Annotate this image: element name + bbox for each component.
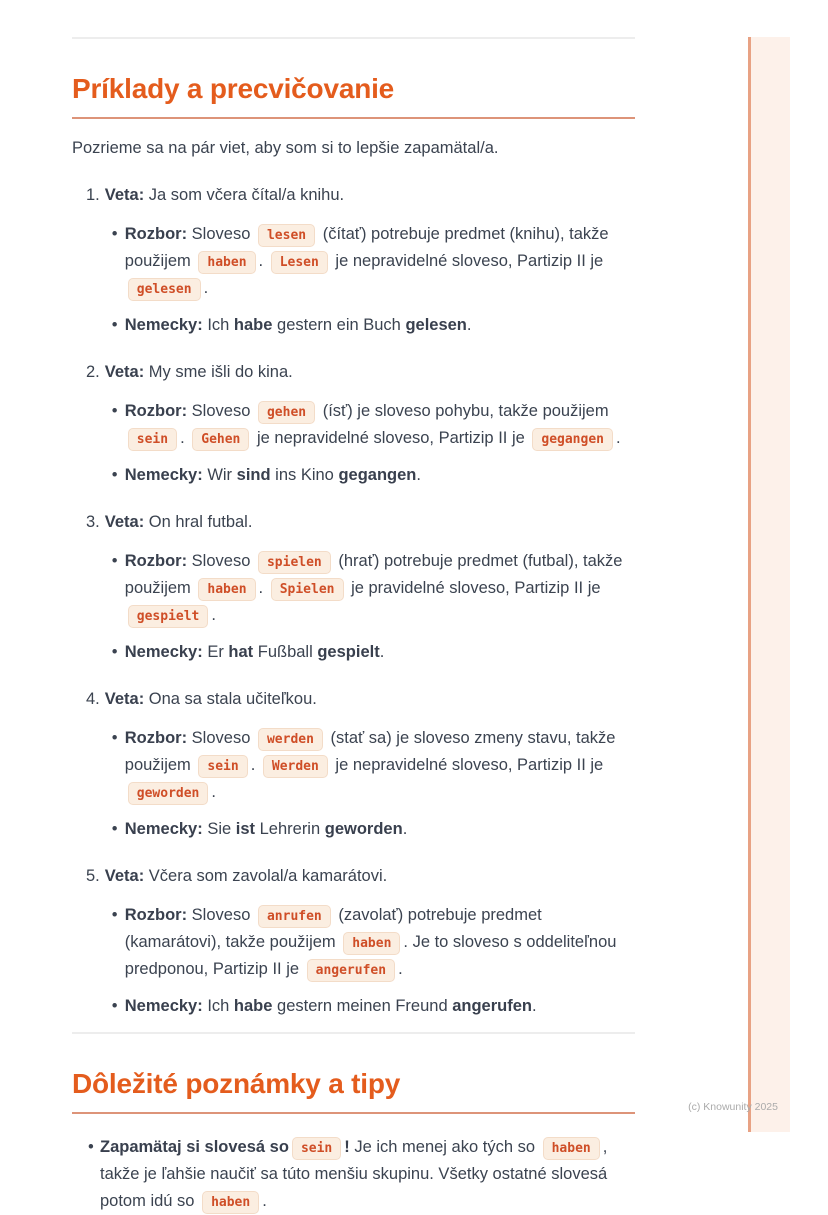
bullet-marker: • [111,997,118,1015]
code-chip: Gehen [192,428,249,451]
bold-text: Veta: [104,690,145,708]
code-chip: angerufen [307,959,395,982]
document-content [72,0,635,1215]
mid-divider [72,1032,635,1034]
example-body [105,359,635,489]
bold-text: gespielt [317,643,380,661]
bullet-text: Rozbor: Sloveso spielen (hrať) potrebuje predmet (futbal), takže použijem haben . Spielen je pravidelné sloveso, Partizip II je gespielt . [125,548,635,629]
bullet-text: Nemecky: Wir sind ins Kino gegangen. [124,466,421,484]
heading-underline [72,1112,635,1114]
heading-underline [72,117,635,119]
sentence-line: Veta: On hral futbal. [104,513,253,531]
code-chip: gehen [258,401,315,424]
example-body [105,686,635,843]
code-chip: haben [343,932,400,955]
bold-text: Rozbor: [124,552,188,570]
code-chip: anrufen [258,905,331,928]
example-sublist [105,725,635,843]
top-divider [72,37,635,39]
bullet-marker: • [111,552,118,570]
bullet-item-rozbor [105,548,635,629]
bullet-marker: • [111,402,118,420]
bullet-marker: • [111,906,118,924]
code-chip: gelesen [128,278,201,301]
sentence-line: Veta: Ja som včera čítal/a knihu. [104,186,345,204]
example-sublist [105,221,635,339]
code-chip: gegangen [532,428,613,451]
page-edge-band [748,37,790,1132]
example-item [86,359,635,489]
example-sublist [105,902,635,1020]
bold-text: gegangen [338,466,417,484]
bold-text: Nemecky: [124,466,203,484]
example-sublist [105,398,635,489]
bold-text: Rozbor: [124,906,188,924]
section-tips-title: Dôležité poznámky a tipy [72,1068,401,1099]
code-chip: lesen [258,224,315,247]
code-chip: sein [198,755,247,778]
code-chip: Lesen [271,251,328,274]
section-examples-title: Príklady a precvičovanie [72,73,395,104]
bold-text: gelesen [405,316,467,334]
example-item [86,509,635,666]
code-chip: geworden [128,782,209,805]
bold-text: geworden [324,820,403,838]
section-tips [72,1068,635,1215]
bold-text: Veta: [104,363,145,381]
bullet-text: Rozbor: Sloveso werden (stať sa) je sloveso zmeny stavu, takže použijem sein . Werden je nepravidelné sloveso, Partizip II je geworden . [125,725,635,806]
bold-text: Zapamätaj si slovesá so [100,1138,289,1156]
bold-text: Veta: [104,513,145,531]
example-sublist [105,548,635,666]
bullet-marker: • [111,316,118,334]
bullet-text: Nemecky: Ich habe gestern meinen Freund angerufen. [124,997,537,1015]
sentence-line: Veta: My sme išli do kina. [104,363,293,381]
example-item [86,686,635,843]
bold-text: Veta: [104,186,145,204]
bullet-item-nemecky [105,312,635,339]
sentence-line: Veta: Včera som zavolal/a kamarátovi. [104,867,388,885]
code-chip: haben [543,1137,600,1160]
code-chip: werden [258,728,323,751]
code-chip: sein [292,1137,341,1160]
bold-text: Rozbor: [124,729,188,747]
bold-text: Nemecky: [124,316,203,334]
bold-text: ist [235,820,256,838]
bold-text: Nemecky: [124,820,203,838]
bold-text: Veta: [104,867,145,885]
bullet-item-nemecky [105,639,635,666]
code-chip: haben [198,251,255,274]
bullet-text: Nemecky: Er hat Fußball gespielt. [124,643,385,661]
bold-text: Nemecky: [124,643,203,661]
example-body [105,863,635,1020]
sentence-line: Veta: Ona sa stala učiteľkou. [104,690,317,708]
list-number: 3. [86,513,100,531]
bullet-text: Rozbor: Sloveso lesen (čítať) potrebuje predmet (knihu), takže použijem haben . Lesen je nepravidelné sloveso, Partizip II je gelesen . [125,221,635,302]
bullet-item-rozbor [105,902,635,983]
list-number: 2. [86,363,100,381]
bold-text: Rozbor: [124,402,188,420]
bold-text: hat [228,643,254,661]
code-chip: gespielt [128,605,209,628]
code-chip: haben [198,578,255,601]
example-body [105,182,635,339]
bullet-text: Nemecky: Sie ist Lehrerin geworden. [124,820,408,838]
bullet-marker: • [111,729,118,747]
list-number: 5. [86,867,100,885]
bullet-item-nemecky [105,816,635,843]
bullet-item-rozbor [105,725,635,806]
bold-text: habe [233,997,273,1015]
bullet-marker: • [88,1138,94,1156]
code-chip: haben [202,1191,259,1214]
list-number: 4. [86,690,100,708]
code-chip: Spielen [271,578,344,601]
bullet-marker: • [111,225,118,243]
example-item [86,863,635,1020]
bullet-item-rozbor [105,398,635,452]
example-body [105,509,635,666]
intro-paragraph: Pozrieme sa na pár viet, aby som si to lepšie zapamätal/a. [72,139,499,157]
code-chip: spielen [258,551,331,574]
bold-text: angerufen [452,997,532,1015]
bullet-marker: • [111,466,118,484]
list-number: 1. [86,186,100,204]
bullet-marker: • [111,643,118,661]
bullet-item-nemecky [105,993,635,1020]
bullet-text: Rozbor: Sloveso anrufen (zavolať) potrebuje predmet (kamarátovi), takže použijem haben . Je to sloveso s oddeliteľnou predponou, Partizip II je angerufen . [125,902,635,983]
bullet-item-nemecky [105,462,635,489]
copyright-text: (c) Knowunity 2025 [688,1101,778,1113]
bullet-text: Nemecky: Ich habe gestern ein Buch gelesen. [124,316,472,334]
bold-text: Nemecky: [124,997,203,1015]
bold-text: Rozbor: [124,225,188,243]
bold-text: sind [236,466,271,484]
section-examples [72,73,635,1020]
tips-list [72,1134,635,1215]
bullet-item-tip [72,1134,635,1215]
code-chip: sein [128,428,177,451]
bullet-item-rozbor [105,221,635,302]
bold-text: habe [233,316,273,334]
bullet-text: Zapamätaj si slovesá so sein ! Je ich menej ako tých so haben , takže je ľahšie naučiť sa túto menšiu skupinu. Všetky ostatné slovesá potom idú so haben . [100,1134,635,1215]
bullet-text: Rozbor: Sloveso gehen (ísť) je sloveso pohybu, takže použijem sein . Gehen je nepravidelné sloveso, Partizip II je gegangen . [125,398,635,452]
bold-text: ! [344,1138,350,1156]
example-item [86,182,635,339]
bullet-marker: • [111,820,118,838]
examples-list [72,182,635,1020]
code-chip: Werden [263,755,328,778]
